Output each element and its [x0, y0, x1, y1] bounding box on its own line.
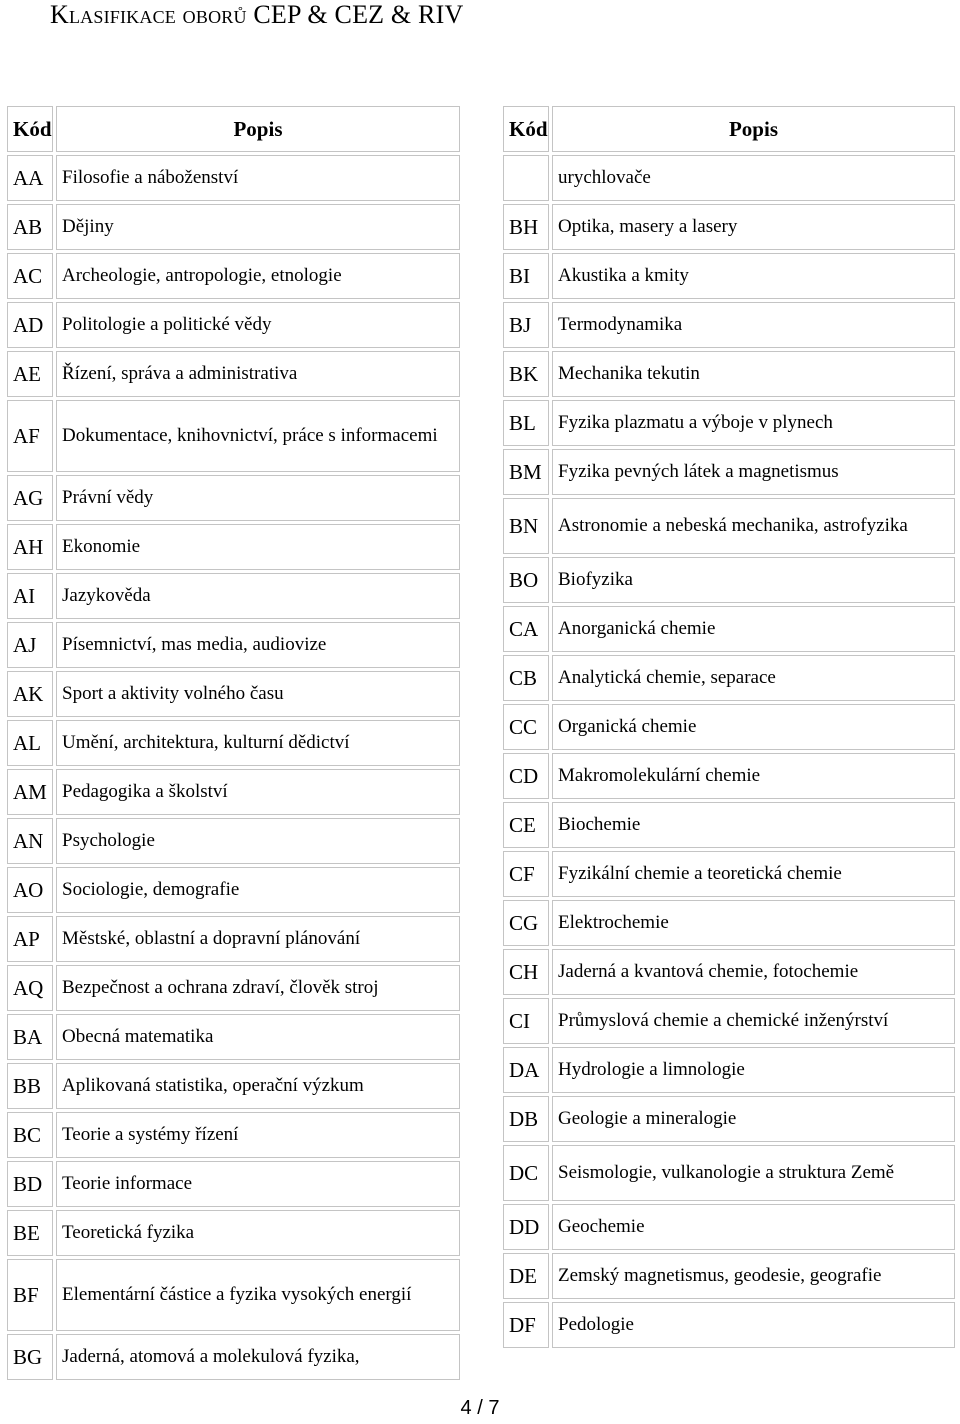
table-row	[503, 851, 955, 897]
row-description: Fyzika plazmatu a výboje v plynech	[552, 400, 955, 446]
row-code: AO	[7, 867, 53, 913]
row-description: Fyzikální chemie a teoretická chemie	[552, 851, 955, 897]
row-description: Optika, masery a lasery	[552, 204, 955, 250]
table-row	[7, 204, 460, 250]
row-description: Zemský magnetismus, geodesie, geografie	[552, 1253, 955, 1299]
table-row	[503, 704, 955, 750]
row-code: CH	[503, 949, 549, 995]
row-description: Teorie informace	[56, 1161, 460, 1207]
row-description: Dokumentace, knihovnictví, práce s informacemi	[56, 400, 460, 472]
row-code: AQ	[7, 965, 53, 1011]
row-code: AB	[7, 204, 53, 250]
row-description: Biofyzika	[552, 557, 955, 603]
row-code: CC	[503, 704, 549, 750]
row-code: BH	[503, 204, 549, 250]
row-code: BF	[7, 1259, 53, 1331]
row-description: Pedagogika a školství	[56, 769, 460, 815]
table-row	[7, 1014, 460, 1060]
row-code: AC	[7, 253, 53, 299]
table-row	[503, 557, 955, 603]
row-description: Právní vědy	[56, 475, 460, 521]
row-code: AH	[7, 524, 53, 570]
row-description: Dějiny	[56, 204, 460, 250]
row-code: CF	[503, 851, 549, 897]
row-description: Umění, architektura, kulturní dědictví	[56, 720, 460, 766]
row-code: AJ	[7, 622, 53, 668]
row-code: BJ	[503, 302, 549, 348]
row-code: AI	[7, 573, 53, 619]
row-code: BG	[7, 1334, 53, 1380]
row-description: Pedologie	[552, 1302, 955, 1348]
row-code: CB	[503, 655, 549, 701]
row-description: Písemnictví, mas media, audiovize	[56, 622, 460, 668]
row-description: Akustika a kmity	[552, 253, 955, 299]
table-row	[503, 1204, 955, 1250]
table-row	[503, 498, 955, 554]
row-code: BO	[503, 557, 549, 603]
row-description: Průmyslová chemie a chemické inženýrství	[552, 998, 955, 1044]
table-row	[7, 818, 460, 864]
table-row	[503, 449, 955, 495]
row-code: BE	[7, 1210, 53, 1256]
row-code: AN	[7, 818, 53, 864]
row-code: BA	[7, 1014, 53, 1060]
table-row	[503, 900, 955, 946]
table-row	[7, 720, 460, 766]
table-row	[503, 400, 955, 446]
row-code: BK	[503, 351, 549, 397]
table-row	[503, 1253, 955, 1299]
table-row	[503, 1096, 955, 1142]
table-row	[7, 1334, 460, 1380]
row-description: Archeologie, antropologie, etnologie	[56, 253, 460, 299]
classification-table-left	[4, 103, 463, 1383]
row-description: Biochemie	[552, 802, 955, 848]
table-row	[7, 302, 460, 348]
row-description: Mechanika tekutin	[552, 351, 955, 397]
table-row	[503, 351, 955, 397]
table-body	[503, 155, 955, 1348]
table-row	[503, 155, 955, 201]
table-row	[503, 302, 955, 348]
table-row	[503, 998, 955, 1044]
row-code: BM	[503, 449, 549, 495]
row-code: CD	[503, 753, 549, 799]
classification-table-right	[500, 103, 958, 1351]
row-description: Anorganická chemie	[552, 606, 955, 652]
table-body	[7, 155, 460, 1380]
column-header-code: Kód	[7, 106, 53, 152]
column-header-code: Kód	[503, 106, 549, 152]
row-description: Seismologie, vulkanologie a struktura Země	[552, 1145, 955, 1201]
table-row	[7, 916, 460, 962]
table-row	[7, 475, 460, 521]
table-row	[7, 1210, 460, 1256]
row-description: Městské, oblastní a dopravní plánování	[56, 916, 460, 962]
row-description: Sport a aktivity volného času	[56, 671, 460, 717]
row-description: Geologie a mineralogie	[552, 1096, 955, 1142]
table-row	[503, 655, 955, 701]
table-row	[7, 965, 460, 1011]
row-description: Astronomie a nebeská mechanika, astrofyzika	[552, 498, 955, 554]
row-code: AK	[7, 671, 53, 717]
table-row	[503, 753, 955, 799]
table-row	[7, 351, 460, 397]
row-code: DF	[503, 1302, 549, 1348]
row-code: CA	[503, 606, 549, 652]
row-code: DB	[503, 1096, 549, 1142]
column-header-description: Popis	[552, 106, 955, 152]
table-row	[7, 1161, 460, 1207]
row-description: Jaderná a kvantová chemie, fotochemie	[552, 949, 955, 995]
column-header-description: Popis	[56, 106, 460, 152]
table-header-row	[503, 106, 955, 152]
table-row	[503, 1047, 955, 1093]
page-number: 4 / 7	[460, 1397, 500, 1419]
table-header-row	[7, 106, 460, 152]
row-description: Sociologie, demografie	[56, 867, 460, 913]
row-code: BC	[7, 1112, 53, 1158]
row-code: DC	[503, 1145, 549, 1201]
row-code: CI	[503, 998, 549, 1044]
table-row	[503, 204, 955, 250]
row-code: BN	[503, 498, 549, 554]
table-row	[7, 769, 460, 815]
row-code	[503, 155, 549, 201]
table-row	[7, 524, 460, 570]
table-row	[7, 400, 460, 472]
row-code: AE	[7, 351, 53, 397]
row-description: Elementární částice a fyzika vysokých energií	[56, 1259, 460, 1331]
row-code: DD	[503, 1204, 549, 1250]
table-row	[7, 671, 460, 717]
table-row	[7, 155, 460, 201]
row-code: DE	[503, 1253, 549, 1299]
table-row	[7, 622, 460, 668]
row-code: AA	[7, 155, 53, 201]
row-description: Analytická chemie, separace	[552, 655, 955, 701]
row-description: Geochemie	[552, 1204, 955, 1250]
row-description: Makromolekulární chemie	[552, 753, 955, 799]
row-code: CG	[503, 900, 549, 946]
row-description: Fyzika pevných látek a magnetismus	[552, 449, 955, 495]
table-row	[7, 573, 460, 619]
row-code: BD	[7, 1161, 53, 1207]
row-code: CE	[503, 802, 549, 848]
row-code: AP	[7, 916, 53, 962]
row-code: BI	[503, 253, 549, 299]
table-row	[503, 949, 955, 995]
row-description: urychlovače	[552, 155, 955, 201]
row-code: BL	[503, 400, 549, 446]
row-code: AF	[7, 400, 53, 472]
table-row	[7, 1112, 460, 1158]
row-code: BB	[7, 1063, 53, 1109]
row-code: AG	[7, 475, 53, 521]
row-description: Aplikovaná statistika, operační výzkum	[56, 1063, 460, 1109]
table-row	[503, 1302, 955, 1348]
row-description: Organická chemie	[552, 704, 955, 750]
row-description: Ekonomie	[56, 524, 460, 570]
row-description: Psychologie	[56, 818, 460, 864]
row-description: Filosofie a náboženství	[56, 155, 460, 201]
row-description: Elektrochemie	[552, 900, 955, 946]
row-description: Teoretická fyzika	[56, 1210, 460, 1256]
row-description: Řízení, správa a administrativa	[56, 351, 460, 397]
row-description: Politologie a politické vědy	[56, 302, 460, 348]
row-description: Hydrologie a limnologie	[552, 1047, 955, 1093]
table-row	[503, 1145, 955, 1201]
table-row	[503, 606, 955, 652]
table-row	[503, 253, 955, 299]
row-code: DA	[503, 1047, 549, 1093]
row-description: Teorie a systémy řízení	[56, 1112, 460, 1158]
table-row	[7, 867, 460, 913]
row-description: Obecná matematika	[56, 1014, 460, 1060]
table-row	[7, 1259, 460, 1331]
row-description: Termodynamika	[552, 302, 955, 348]
table-row	[7, 253, 460, 299]
row-description: Jaderná, atomová a molekulová fyzika,	[56, 1334, 460, 1380]
table-row	[7, 1063, 460, 1109]
row-description: Jazykověda	[56, 573, 460, 619]
row-description: Bezpečnost a ochrana zdraví, člověk stroj	[56, 965, 460, 1011]
table-row	[503, 802, 955, 848]
row-code: AL	[7, 720, 53, 766]
row-code: AD	[7, 302, 53, 348]
row-code: AM	[7, 769, 53, 815]
document-title: Klasifikace oborů CEP & CEZ & RIV	[50, 0, 464, 29]
